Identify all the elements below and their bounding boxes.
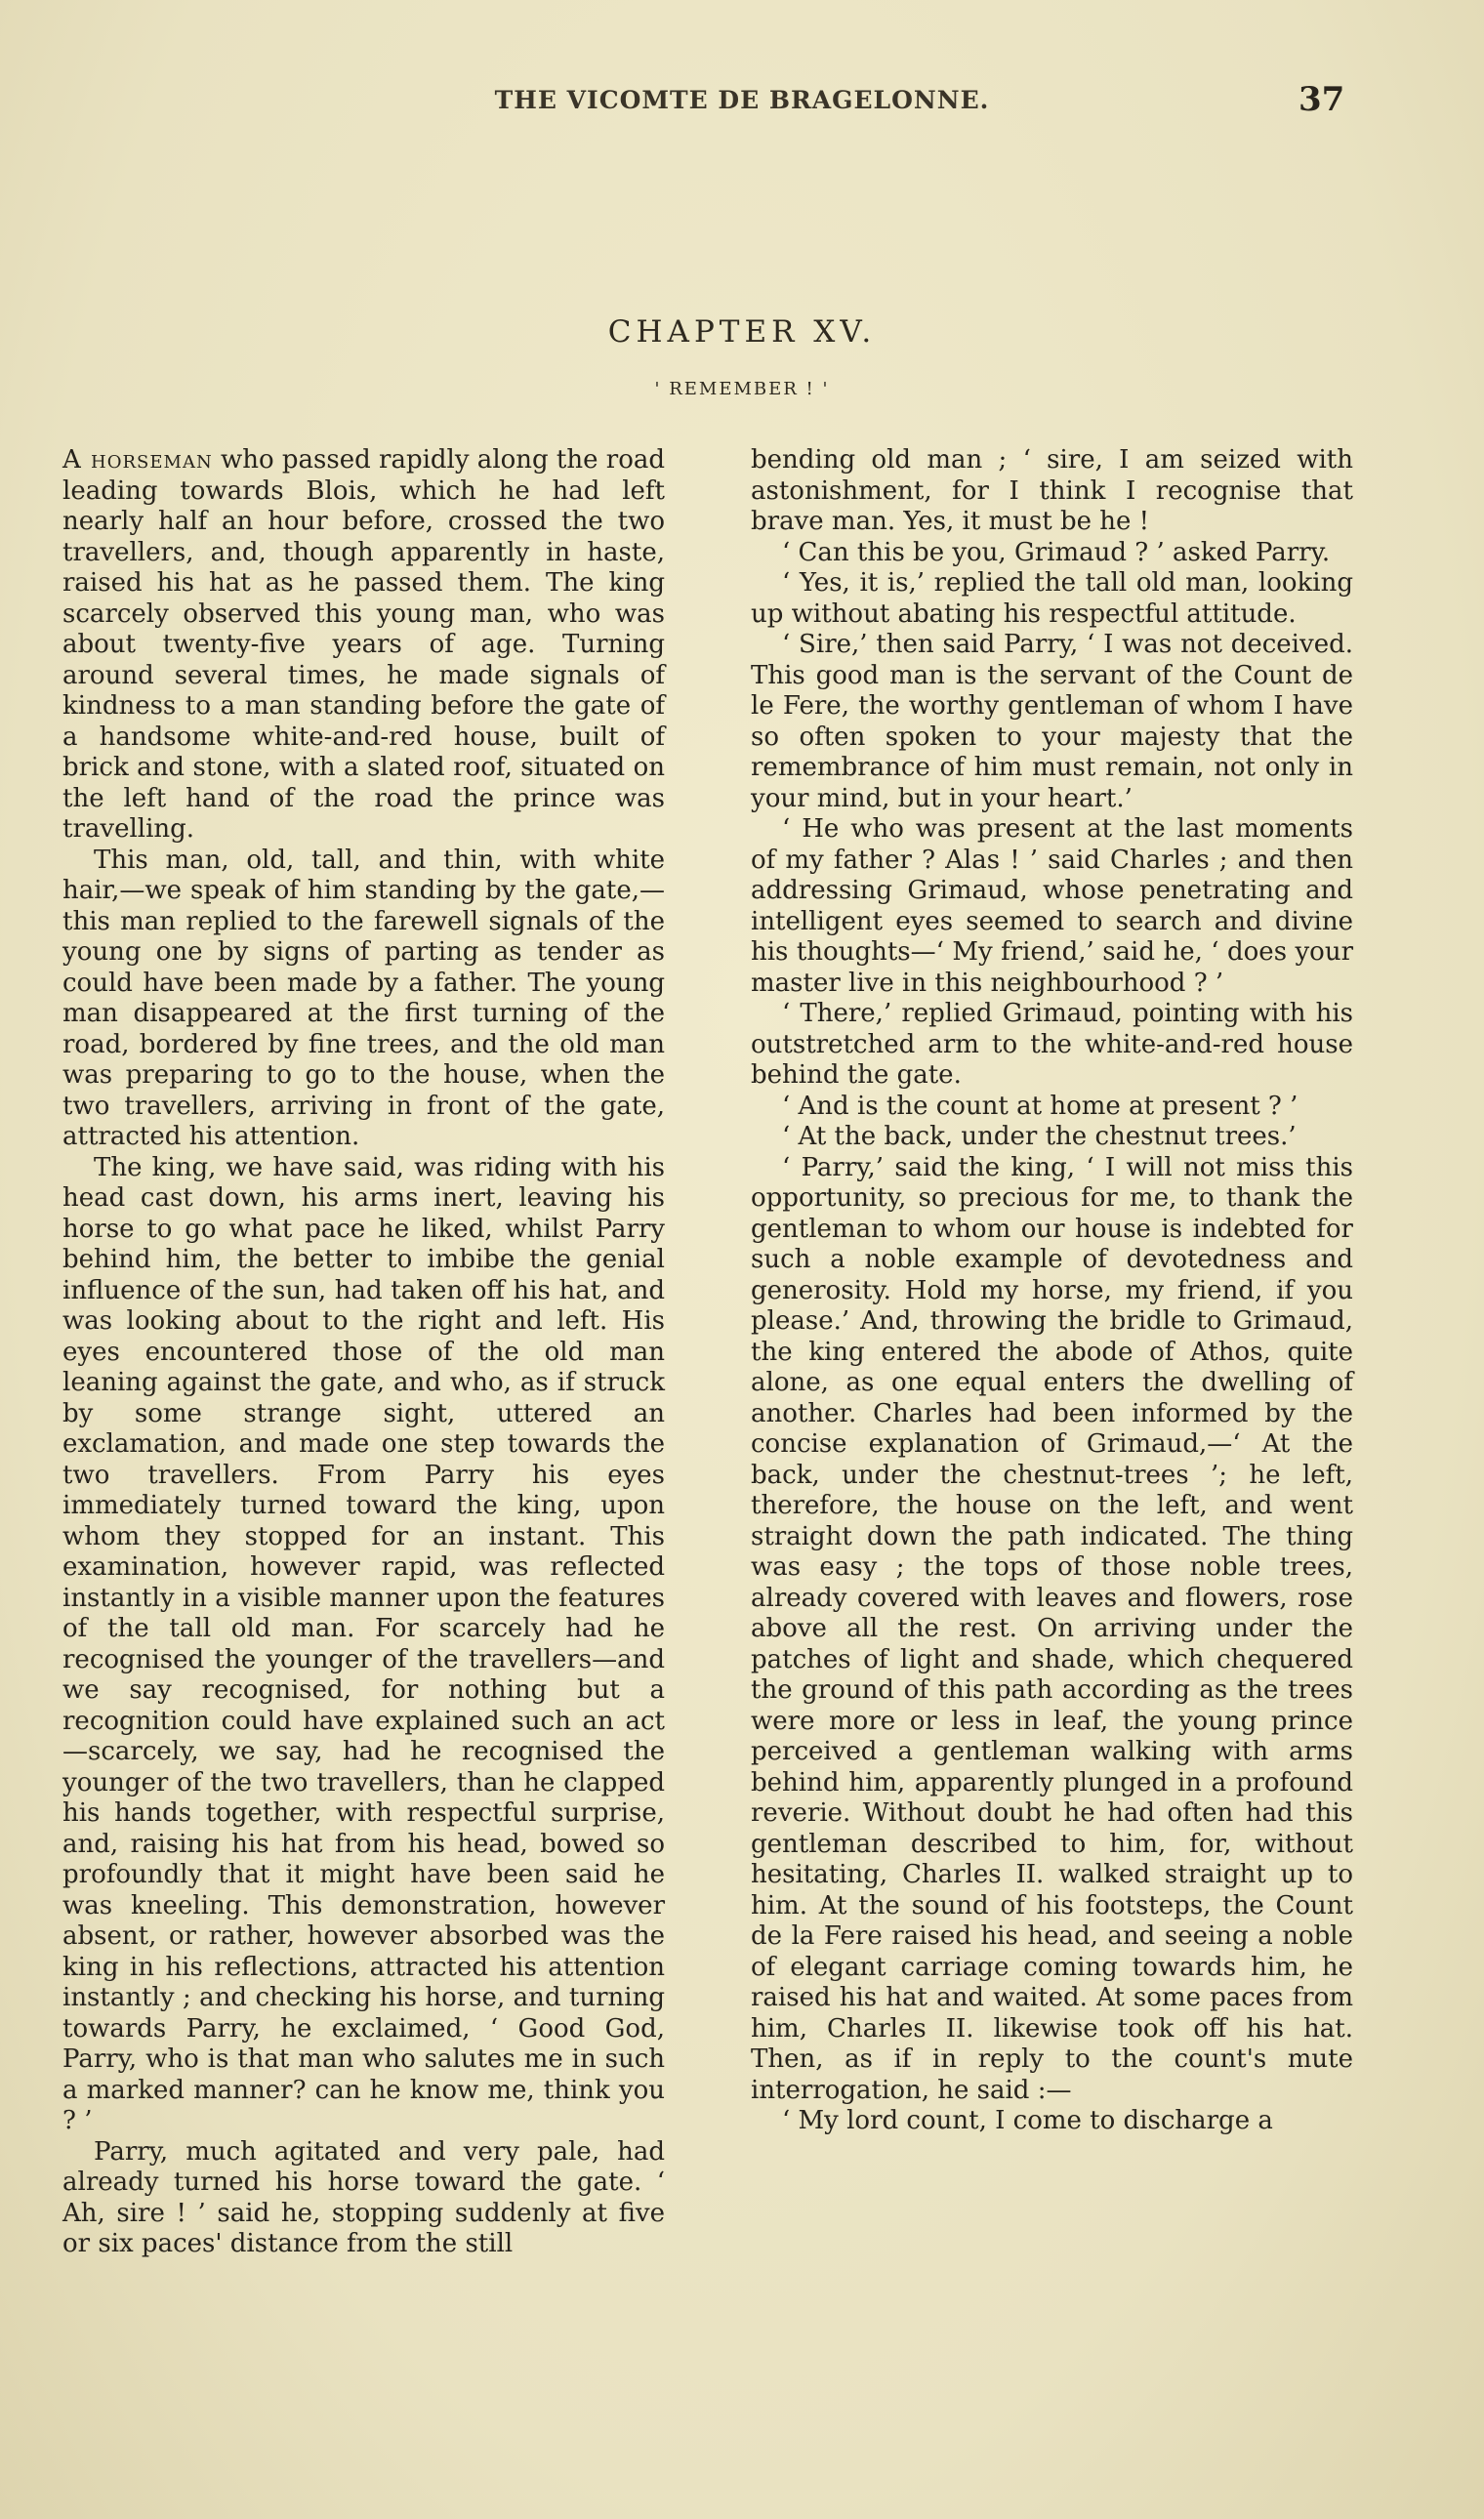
running-title: THE VICOMTE DE BRAGELONNE. <box>494 86 990 114</box>
chapter-title: CHAPTER XV. <box>607 314 877 350</box>
paragraph: ‘ At the back, under the chestnut trees.’ <box>782 1122 1297 1151</box>
page-number: 37 <box>1298 80 1345 119</box>
paragraph: The king, we have said, was riding with his head cast down, his arms inert, leaving his horse to go what pace he liked, whilst Parry behind him, the better to imbibe the genial influence of the sun, had taken off his hat, and was looking about to the right and left. His eyes encountered those of the old man leaning against the gate, and who, as if struck by some strange sight, uttered an exclamation, and made one step towards the two travellers. From Parry his eyes immediately turned toward the king, upon whom they stopped for an instant. This examination, however rapid, was reflected instantly in a visible manner upon the features of the tall old man. For scarcely had he recognised the younger of the travellers—and we say recognised, for nothing but a recognition could have explained such an act—scarcely, we say, had he recognised the younger of the two travellers, than he clapped his hands together, with respectful surprise, and, raising his hat from his head, bowed so profoundly that it might have been said he was kneeling. This demonstration, however absent, or rather, however absorbed was the king in his reflections, attracted his attention instantly ; and checking his horse, and turning towards Parry, he exclaimed, ‘ Good God, Parry, who is that man who salutes me in such a marked manner? can he know me, think you ? ’ <box>62 1152 665 2135</box>
paragraph: ‘ Parry,’ said the king, ‘ I will not miss this opportunity, so precious for me, to thank the gentleman to whom our house is indebted for such a noble example of devotedness and generosity. Hold my horse, my friend, if you please.’ And, throwing the bridle to Grimaud, the king entered the abode of Athos, quite alone, as one equal enters the dwelling of another. Charles had been informed by the concise explanation of Grimaud,—‘ At the back, under the chestnut-trees ’; he left, therefore, the house on the left, and went straight down the path indicated. The thing was easy ; the tops of those noble trees, already covered with leaves and flowers, rose above all the rest. On arriving under the patches of light and shade, which chequered the ground of this path according as the trees were more or less in leaf, the young prince perceived a gentleman walking with arms behind him, apparently plunged in a profound reverie. Without doubt he had often had this gentleman described to him, for, without hesitating, Charles II. walked straight up to him. At the sound of his footsteps, the Count de la Fere raised his head, and seeing a noble of elegant carriage coming towards him, he raised his hat and waited. At some paces from him, Charles II. likewise took off his hat. Then, as if in reply to the count's mute interrogation, he said :— <box>751 1152 1353 2105</box>
paragraph: ‘ Can this be you, Grimaud ? ’ asked Parry. <box>782 537 1331 567</box>
paragraph: This man, old, tall, and thin, with white hair,—we speak of him standing by the gate,—this man replied to the farewell signals of the young one by signs of parting as tender as could have been made by a father. The young man disappeared at the first turning of the road, bordered by fine trees, and the old man was preparing to go to the house, when the two travellers, arriving in front of the gate, attracted his attention. <box>62 845 665 1151</box>
right-text-column <box>751 445 1353 2378</box>
paragraph: Parry, much agitated and very pale, had already turned his horse toward the gate. ‘ Ah, sire ! ’ said he, stopping suddenly at five or six paces' distance from the still <box>62 2136 665 2258</box>
paragraph: ‘ My lord count, I come to discharge a <box>782 2106 1273 2135</box>
opening-words: A horseman <box>62 445 213 475</box>
paragraph <box>62 445 665 846</box>
paragraph: ‘ And is the count at home at present ? ’ <box>782 1091 1298 1121</box>
paragraph: ‘ Sire,’ then said Parry, ‘ I was not deceived. This good man is the servant of the Count de le Fere, the worthy gentleman of whom I have so often spoken to your majesty that the remembrance of him must remain, not only in your mind, but in your heart.’ <box>751 630 1353 813</box>
paragraph: bending old man ; ‘ sire, I am seized with astonishment, for I think I recognise that brave man. Yes, it must be he ! <box>751 445 1353 536</box>
left-text-column <box>62 445 665 2447</box>
chapter-subtitle: ' REMEMBER ! ' <box>654 379 830 399</box>
paragraph-text: who passed rapidly along the road leading towards Blois, which he had left nearly half an hour before, crossed the two travellers, and, though apparently in haste, raised his hat as he passed them. The king scarcely observed this young man, who was about twenty-five years of age. Turning around several times, he made signals of kindness to a man standing before the gate of a handsome white-and-red house, built of brick and stone, with a slated roof, situated on the left hand of the road the prince was travelling. <box>62 445 666 844</box>
paragraph: ‘ He who was present at the last moments of my father ? Alas ! ’ said Charles ; and then addressing Grimaud, whose penetrating and intelligent eyes seemed to search and divine his thoughts—‘ My friend,’ said he, ‘ does your master live in this neighbourhood ? ’ <box>751 814 1353 998</box>
paragraph: ‘ There,’ replied Grimaud, pointing with his outstretched arm to the white-and-red house behind the gate. <box>751 999 1353 1090</box>
paragraph: ‘ Yes, it is,’ replied the tall old man, looking up without abating his respectful attitude. <box>751 568 1353 629</box>
